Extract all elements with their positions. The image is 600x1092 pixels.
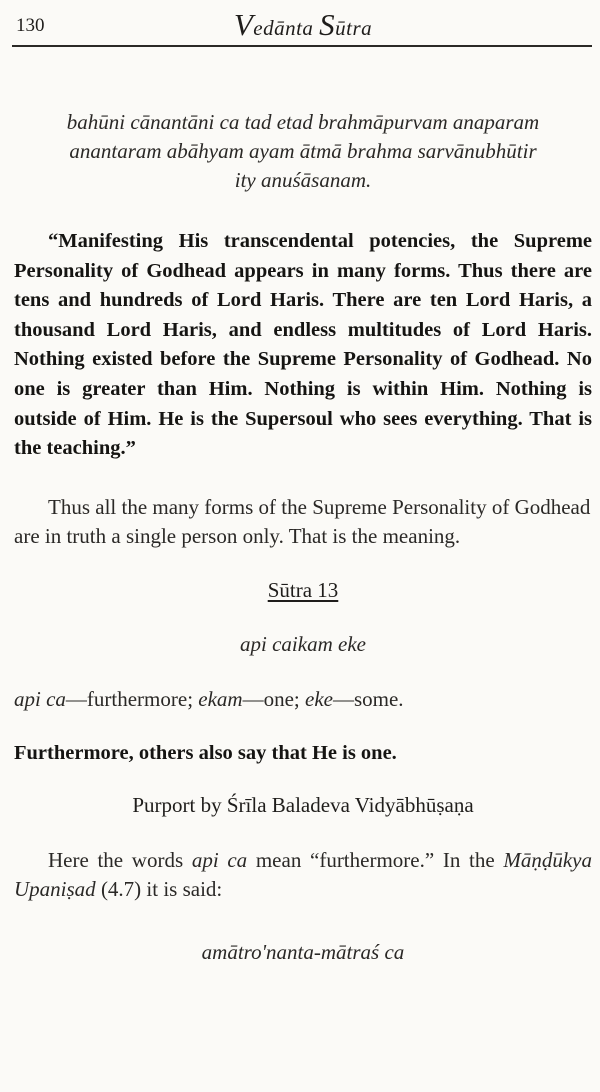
- purport-term: api ca: [191, 847, 248, 872]
- word: eke: [305, 686, 333, 711]
- quoted-verse: amātro'nanta-mātraś ca: [201, 939, 405, 964]
- purport-heading: Purport by Śrīla Baladeva Vidyābhūṣaṇa: [132, 792, 474, 817]
- title-rest-sutra: ūtra: [335, 16, 373, 40]
- sanskrit-verse: [14, 108, 592, 195]
- sutra-heading: [14, 578, 592, 603]
- sutra-translation: Furthermore, others also say that He is one.: [14, 741, 397, 764]
- word: ekam: [198, 686, 243, 711]
- purport-text: Here the words: [48, 847, 192, 872]
- explanation-paragraph: Thus all the many forms of the Supreme Personality of Godhead are in truth a single person only. That is the meaning.: [14, 494, 591, 548]
- word: api ca: [14, 686, 66, 711]
- running-title: [14, 7, 592, 43]
- verse-line: ity anuśāsanam.: [234, 168, 372, 192]
- page-content: [14, 108, 592, 965]
- page-number: 130: [16, 15, 45, 36]
- purport-text: mean “furthermore.” In the: [247, 847, 504, 872]
- title-initial-v: V: [233, 7, 254, 42]
- purport-source: Māṇḍūkya Upaniṣad: [14, 847, 592, 901]
- title-initial-s: S: [319, 7, 336, 42]
- sutra-heading-text: Sūtra 13: [267, 577, 339, 602]
- verse-line: anantaram abāhyam ayam ātmā brahma sarvānubhūtir: [69, 139, 537, 163]
- word-meanings: [14, 687, 592, 712]
- sutra-verse: api caikam eke: [240, 631, 366, 656]
- verse-line: bahūni cānantāni ca tad etad brahmāpurvam anaparam: [66, 110, 540, 134]
- meaning: —some.: [332, 686, 404, 711]
- purport-text: (4.7) it is said:: [95, 876, 223, 901]
- verse-translation: “Manifesting His transcendental potencies, the Supreme Personality of Godhead appears in many forms. Thus there are tens and hundreds of Lord Haris. There are ten Lord Haris, a thousand Lord Haris, and endless multitudes of Lord Haris. Nothing existed before the Supreme Personality of Godhead. No one is greater than Him. Nothing is within Him. Nothing is outside of Him. He is the Supersoul who sees everything. That is the teaching.”: [14, 230, 592, 460]
- title-rest-vedanta: edānta: [253, 16, 314, 40]
- meaning: —one;: [242, 686, 305, 711]
- page-header: [14, 0, 592, 46]
- meaning: —furthermore;: [65, 686, 199, 711]
- purport-paragraph: [14, 846, 592, 904]
- header-rule: [12, 45, 592, 47]
